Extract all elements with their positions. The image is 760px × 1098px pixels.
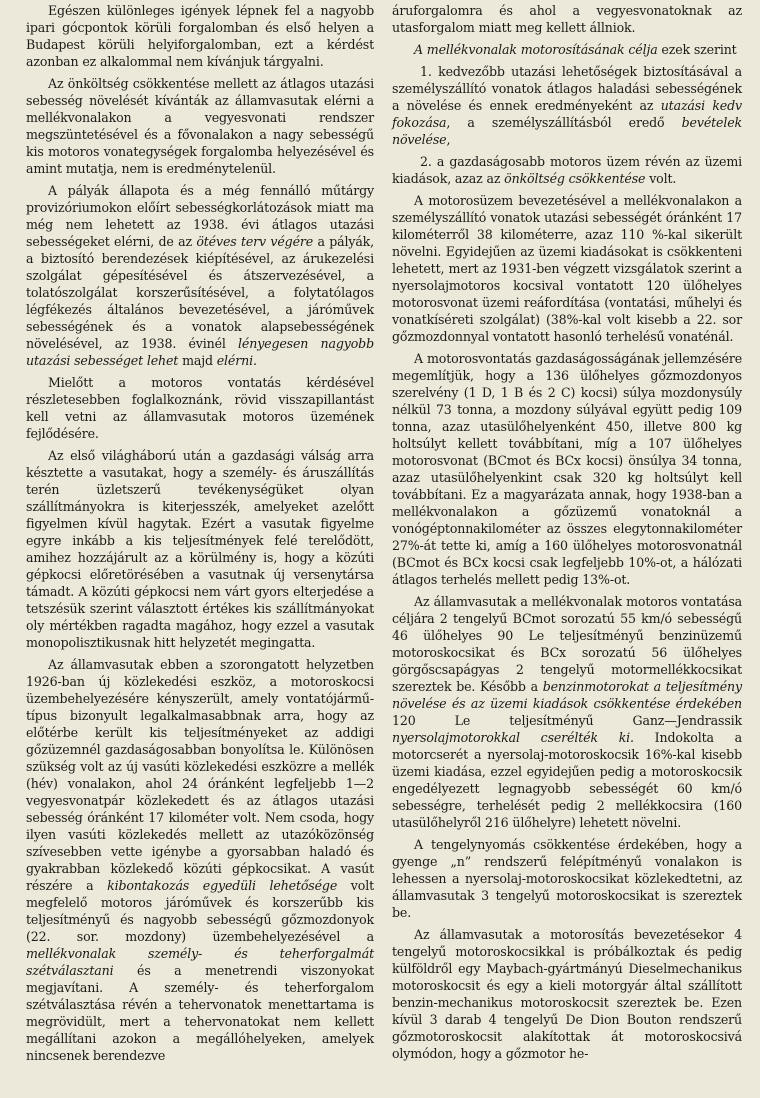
- text-run: ,: [446, 132, 451, 147]
- emphasized-text: lényegesen nagyobb utazási sebességet lehet: [26, 336, 374, 368]
- paragraph-continuation: [392, 2, 742, 36]
- text-run: ezek szerint: [657, 42, 737, 57]
- paragraph-1926-motorcar: [26, 656, 374, 1064]
- paragraph-cost-speed-intro: [26, 2, 374, 70]
- paragraph-four-axle-trials: [392, 926, 742, 1062]
- paragraph-economy-comparison: [392, 350, 742, 588]
- paragraph-motor-history-intro: [26, 374, 374, 442]
- emphasized-text: benzinmotorokat a teljesítmény növelése és az üzemi kiadások csökkentése érdekében: [392, 679, 742, 711]
- left-column: [26, 2, 374, 1069]
- text-run: Az államvasutak a motorosítás bevezetésekor 4 tengelyű motoroskocsikkal is próbálkoztak és pedig külföldről egy Maybach-gyártmányú Dieselmechanikus motoroskocsit és egy a kieli motorgyár által szállított benzin-mechanikus motoroskocsit szereztek be. Ezen kívül 3 darab 4 tengelyű De Dion Bouton rendszerű gőzmotoroskocsit alakítottak át motoroskocsivá olymódon, hogy a gőzmotor he-: [392, 927, 742, 1061]
- emphasized-text: nyersolajmotorokkal cserélték ki.: [392, 730, 634, 745]
- emphasized-text: elérni.: [216, 353, 257, 368]
- list-item-goal-2: [392, 153, 742, 187]
- list-item-goal-1: [392, 63, 742, 148]
- text-run: Egészen különleges igények lépnek fel a nagyobb ipari gócpontok körüli forgalomban és első helyen a Budapest körüli helyiforgalomban, ezt a kérdést azonban ez alkalommal nem kívánjuk tárgyalni.: [26, 3, 374, 69]
- emphasized-text: ötéves terv végére: [196, 234, 314, 249]
- paragraph-bcmot-fleet: [392, 593, 742, 831]
- paragraph-axle-load: [392, 836, 742, 921]
- emphasized-text: önköltség csökkentése: [504, 171, 646, 186]
- text-run: és a menetrendi viszonyokat megjavítani. A személy- és teherforgalom szétválasztása révén a tehervonatok menettartama is megrövidült, mert a tehervonatokat nem kellett megállítani azokon a megállóhelyeken, amelyek nincsenek berendezve: [26, 963, 374, 1063]
- text-run: 2. a gazdaságosabb motoros üzem révén az üzemi kiadások, azaz az: [392, 154, 742, 186]
- text-run: A pályák állapota és a még fennálló műtárgy provizóriumokon előírt sebességkorlátozások miatt ma még nem lehetett az 1938. évi átlagos utazási sebességeket elérni, de az: [26, 183, 374, 249]
- emphasized-text: bevételek növelése: [392, 115, 742, 147]
- text-run: 1. kedvezőbb utazási lehetőségek biztosításával a személyszállító vonatok átlagos haladási sebességének a növelése és ennek eredményeként az: [392, 64, 742, 113]
- text-run: A tengelynyomás csökkentése érdekében, hogy a gyenge „n” rendszerű felépítményű vonalakon is lehessen a nyersolaj-motoroskocsikat közlekedtetni, az államvasutak 3 tengelyű motoroskocsikat is szereztek be.: [392, 837, 742, 920]
- emphasized-text: kibontakozás egyedüli lehetősége: [107, 878, 338, 893]
- text-run: Az államvasutak a mellékvonalak motoros vontatása céljára 2 tengelyű BCmot sorozatú 55 km/ó sebességű 46 ülőhelyes 90 Le teljesítményű benzinüzemű motoroskocsikat és BCx sorozatú 56 ülőhelyes görgőscsapágyas 2 tengelyű motormellékkocsikat szereztek be. Később a: [392, 594, 742, 694]
- paragraph-cost-reduction: [26, 75, 374, 177]
- text-run: volt megfelelő motoros járóművek és korszerűbb kis teljesítményű és nagyobb sebességű gőzmozdonyok (22. sor. mozdony) üzembehelyezésével a: [26, 878, 374, 944]
- text-run: majd: [178, 353, 217, 368]
- text-run: Az önköltség csökkentése mellett az átlagos utazási sebesség növelését kívánták az államvasutak elérni a mellékvonalakon a vegyesvonati rendszer megszüntetésével és a fővonalakon a nagy sebességű kis motoros vonategységek forgalomba helyezésével és amint mutatja, nem is eredménytelenül.: [26, 76, 374, 176]
- text-run: Indokolta a motorcserét a nyersolaj-motoroskocsik 16%-kal kisebb üzemi kiadása, ezzel egyidejűen pedig a motoroskocsik engedélyezett legnagyobb sebességét 60 km/ó sebességre, terhelését pedig 2 mellékkocsira (160 utasülőhelyről 216 ülőhelyre) lehetett növelni.: [392, 730, 742, 830]
- text-run: A motorosüzem bevezetésével a mellékvonalakon a személyszállító vonatok utazási sebességét óránként 17 kilométerről 38 kilométerre, azaz 110 %-kal sikerült növelni. Egyidejűen az üzemi kiadásokat is csökkenteni lehetett, mert az 1931-ben végzett vizsgálatok szerint a nyersolajmotoros kocsival vontatott 120 ülőhelyes motorosvonat üzemi reáfordítása (vontatási, műhelyi és vonatkíséreti szolgálat) (38%-kal volt kisebb a 22. sor gőzmozdonnyal vontatott hasonló terhelésű vonaténál.: [392, 193, 742, 344]
- text-run: volt.: [645, 171, 677, 186]
- right-column: [392, 2, 742, 1067]
- paragraph-motorization-goal: [392, 41, 742, 58]
- text-run: A motorosvontatás gazdaságosságának jellemzésére megemlítjük, hogy a 136 ülőhelyes gőzmozdonyos szerelvény (1 D, 1 B és 2 C) kocsi) súlya mozdonysúly nélkül 73 tonna, a mozdony súlyával együtt pedig 109 tonna, azaz utasülőhelyenként 450, illetve 800 kg holtsúlyt kellett továbbítani, míg a 107 ülőhelyes motorosvonat (BCmot és BCx kocsi) önsúlya 34 tonna, azaz utasülőhelyenkint csak 320 kg holtsúlyt kell továbbítani. Ez a magyarázata annak, hogy 1938-ban a mellékvonalakon a gőzüzemű vonatoknál a vonógéptonnakilométer az összes elegytonnakilométer 27%-át tette ki, amíg a 160 ülőhelyes motorosvonatnál (BCmot és BCx kocsi csak legfeljebb 10%-ot, a hálózati átlagos terhelés mellett pedig 13%-ot.: [392, 351, 742, 587]
- text-run: , a személyszállításból eredő: [446, 115, 682, 130]
- emphasized-text: mellékvonalak személy- és teherforgalmát szétválasztani: [26, 946, 374, 978]
- paragraph-speed-increase: [392, 192, 742, 345]
- text-run: Az első világháború után a gazdasági válság arra késztette a vasutakat, hogy a személy- és áruszállítás terén üzletszerű tevékenységüket olyan szállítmányokra is kiterjesszék, amelyeket azelőtt figyelmen kívül hagytak. Ezért a vasutak figyelme egyre inkább a kis teljesítmények felé terelődött, amihez hozzájárult az a körülmény is, hogy a közúti gépkocsi előretörésében a vasutnak új versenytársa támadt. A közúti gépkocsi nem várt gyors elterjedése a tetszésük szerint választott értékes kis szállítmányokat oly mértékben ragadta magához, hogy ezzel a vasutak monopolisztikusnak hitt helyzetét megingatta.: [26, 448, 374, 650]
- text-run: a pályák, a biztosító berendezések kiépítésével, az árukezelési szolgálat gépesítésével és átszervezésével, a tolatószolgálat korszerűsítésével, a folytatólagos légfékezés általános bevezetésével, a járóművek sebességének és a vonatok alapsebességének növelésével, az 1938. évinél: [26, 234, 375, 351]
- text-run: áruforgalomra és ahol a vegyesvonatoknak az utasforgalom miatt meg kellett állniok.: [392, 3, 742, 35]
- paragraph-postwar-crisis: [26, 447, 374, 651]
- text-run: 120 Le teljesítményű Ganz—Jendrassik: [392, 713, 742, 728]
- emphasized-text: utazási kedv fokozása: [392, 98, 742, 130]
- text-run: Mielőtt a motoros vontatás kérdésével részletesebben foglalkoznánk, rövid visszapillantást kell vetni az államvasutak motoros üzemének fejlődésére.: [26, 375, 374, 441]
- text-run: Az államvasutak ebben a szorongatott helyzetben 1926-ban új közlekedési eszköz, a motoroskocsi üzembehelyezésére kényszerült, amely vontatójármű-típus bizonyult legalkalmasabbnak arra, hogy az előtérbe került kis teljesítményeket az addigi gőzüzemnél gazdaságosabban bonyolítsa le. Különösen szükség volt az új vasúti közlekedési eszközre a mellék (hév) vonalakon, ahol 24 óránként legfeljebb 1—2 vegyesvonatpár közlekedett és az átlagos utazási sebesség óránként 17 kilométer volt. Nem csoda, hogy ilyen vasúti közlekedés mellett az utazóközönség szívesebben vette igénybe a gyorsabban haladó és gyakrabban közlekedő közúti gépkocsikat. A vasút részére a: [26, 657, 374, 893]
- emphasized-text: A mellékvonalak motorosításának célja: [414, 42, 658, 57]
- paragraph-track-condition: [26, 182, 374, 369]
